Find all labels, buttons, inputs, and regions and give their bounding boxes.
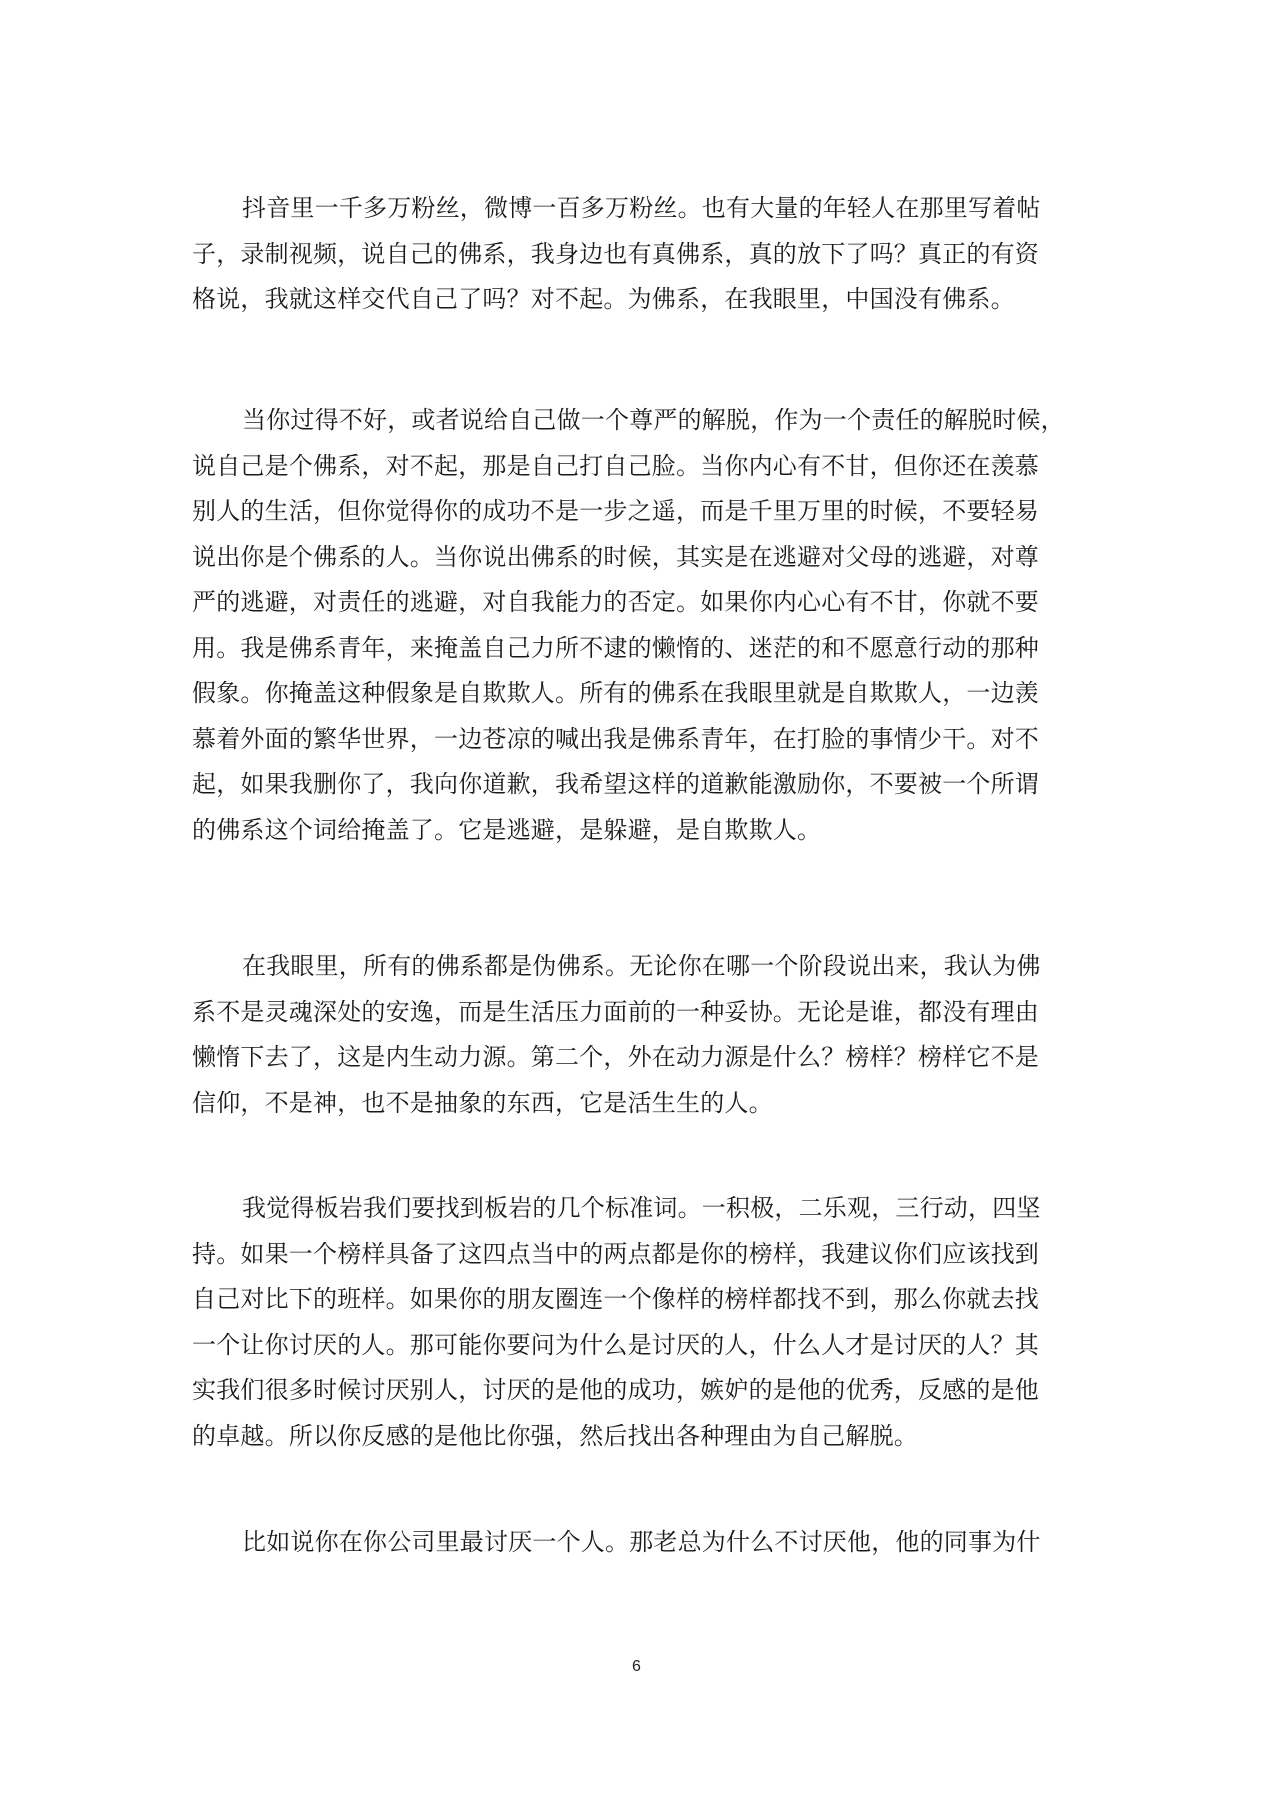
paragraph-line: 懒惰下去了，这是内生动力源。第二个，外在动力源是什么？榜样？榜样它不是 bbox=[192, 1043, 1039, 1071]
paragraph-line: 别人的生活，但你觉得你的成功不是一步之遥，而是千里万里的时候，不要轻易 bbox=[192, 497, 1039, 525]
paragraph-line: 假象。你掩盖这种假象是自欺欺人。所有的佛系在我眼里就是自欺欺人，一边羡 bbox=[192, 679, 1039, 707]
paragraph-line: 系不是灵魂深处的安逸，而是生活压力面前的一种妥协。无论是谁，都没有理由 bbox=[192, 997, 1039, 1026]
paragraph-line: 实我们很多时候讨厌别人，讨厌的是他的成功，嫉妒的是他的优秀，反感的是他 bbox=[192, 1376, 1039, 1404]
paragraph-line: 子，录制视频，说自己的佛系，我身边也有真佛系，真的放下了吗？真正的有资 bbox=[192, 239, 1039, 268]
paragraph-line: 一个让你讨厌的人。那可能你要问为什么是讨厌的人，什么人才是讨厌的人？其 bbox=[192, 1330, 1039, 1359]
paragraph-line: 信仰，不是神，也不是抽象的东西，它是活生生的人。 bbox=[192, 1088, 773, 1117]
paragraph-line: 的卓越。所以你反感的是他比你强，然后找出各种理由为自己解脱。 bbox=[192, 1421, 918, 1450]
paragraph-line: 用。我是佛系青年，来掩盖自己力所不逮的懒惰的、迷茫的和不愿意行动的那种 bbox=[192, 633, 1039, 662]
paragraph-line: 我觉得板岩我们要找到板岩的几个标准词。一积极，二乐观，三行动，四坚 bbox=[242, 1194, 1041, 1222]
page-number: 6 bbox=[632, 1658, 641, 1675]
paragraph-line: 自己对比下的班样。如果你的朋友圈连一个像样的榜样都找不到，那么你就去找 bbox=[192, 1285, 1039, 1313]
paragraph-line: 格说，我就这样交代自己了吗？对不起。为佛系，在我眼里，中国没有佛系。 bbox=[192, 285, 1015, 313]
paragraph-line: 说出你是个佛系的人。当你说出佛系的时候，其实是在逃避对父母的逃避，对尊 bbox=[192, 542, 1039, 571]
paragraph-4 bbox=[192, 1186, 1082, 1459]
paragraph-line: 比如说你在你公司里最讨厌一个人。那老总为什么不讨厌他，他的同事为什 bbox=[242, 1528, 1041, 1556]
paragraph-1 bbox=[192, 186, 1082, 323]
paragraph-line: 在我眼里，所有的佛系都是伪佛系。无论你在哪一个阶段说出来，我认为佛 bbox=[242, 952, 1041, 980]
paragraph-line: 严的逃避，对责任的逃避，对自我能力的否定。如果你内心心有不甘，你就不要 bbox=[192, 588, 1039, 616]
paragraph-5 bbox=[192, 1520, 1082, 1566]
paragraph-line: 的佛系这个词给掩盖了。它是逃避，是躲避，是自欺欺人。 bbox=[192, 815, 822, 844]
paragraph-3 bbox=[192, 944, 1082, 1126]
paragraph-line: 当你过得不好，或者说给自己做一个尊严的解脱，作为一个责任的解脱时候， bbox=[242, 406, 1065, 434]
paragraph-line: 说自己是个佛系，对不起，那是自己打自己脸。当你内心有不甘，但你还在羡慕 bbox=[192, 451, 1039, 480]
paragraph-line: 慕着外面的繁华世界，一边苍凉的喊出我是佛系青年，在打脸的事情少干。对不 bbox=[192, 724, 1039, 753]
paragraph-line: 持。如果一个榜样具备了这四点当中的两点都是你的榜样，我建议你们应该找到 bbox=[192, 1239, 1039, 1268]
paragraph-line: 抖音里一千多万粉丝，微博一百多万粉丝。也有大量的年轻人在那里写着帖 bbox=[242, 194, 1041, 222]
paragraph-line: 起，如果我删你了，我向你道歉，我希望这样的道歉能激励你，不要被一个所谓 bbox=[192, 770, 1039, 798]
paragraph-2 bbox=[192, 398, 1082, 853]
